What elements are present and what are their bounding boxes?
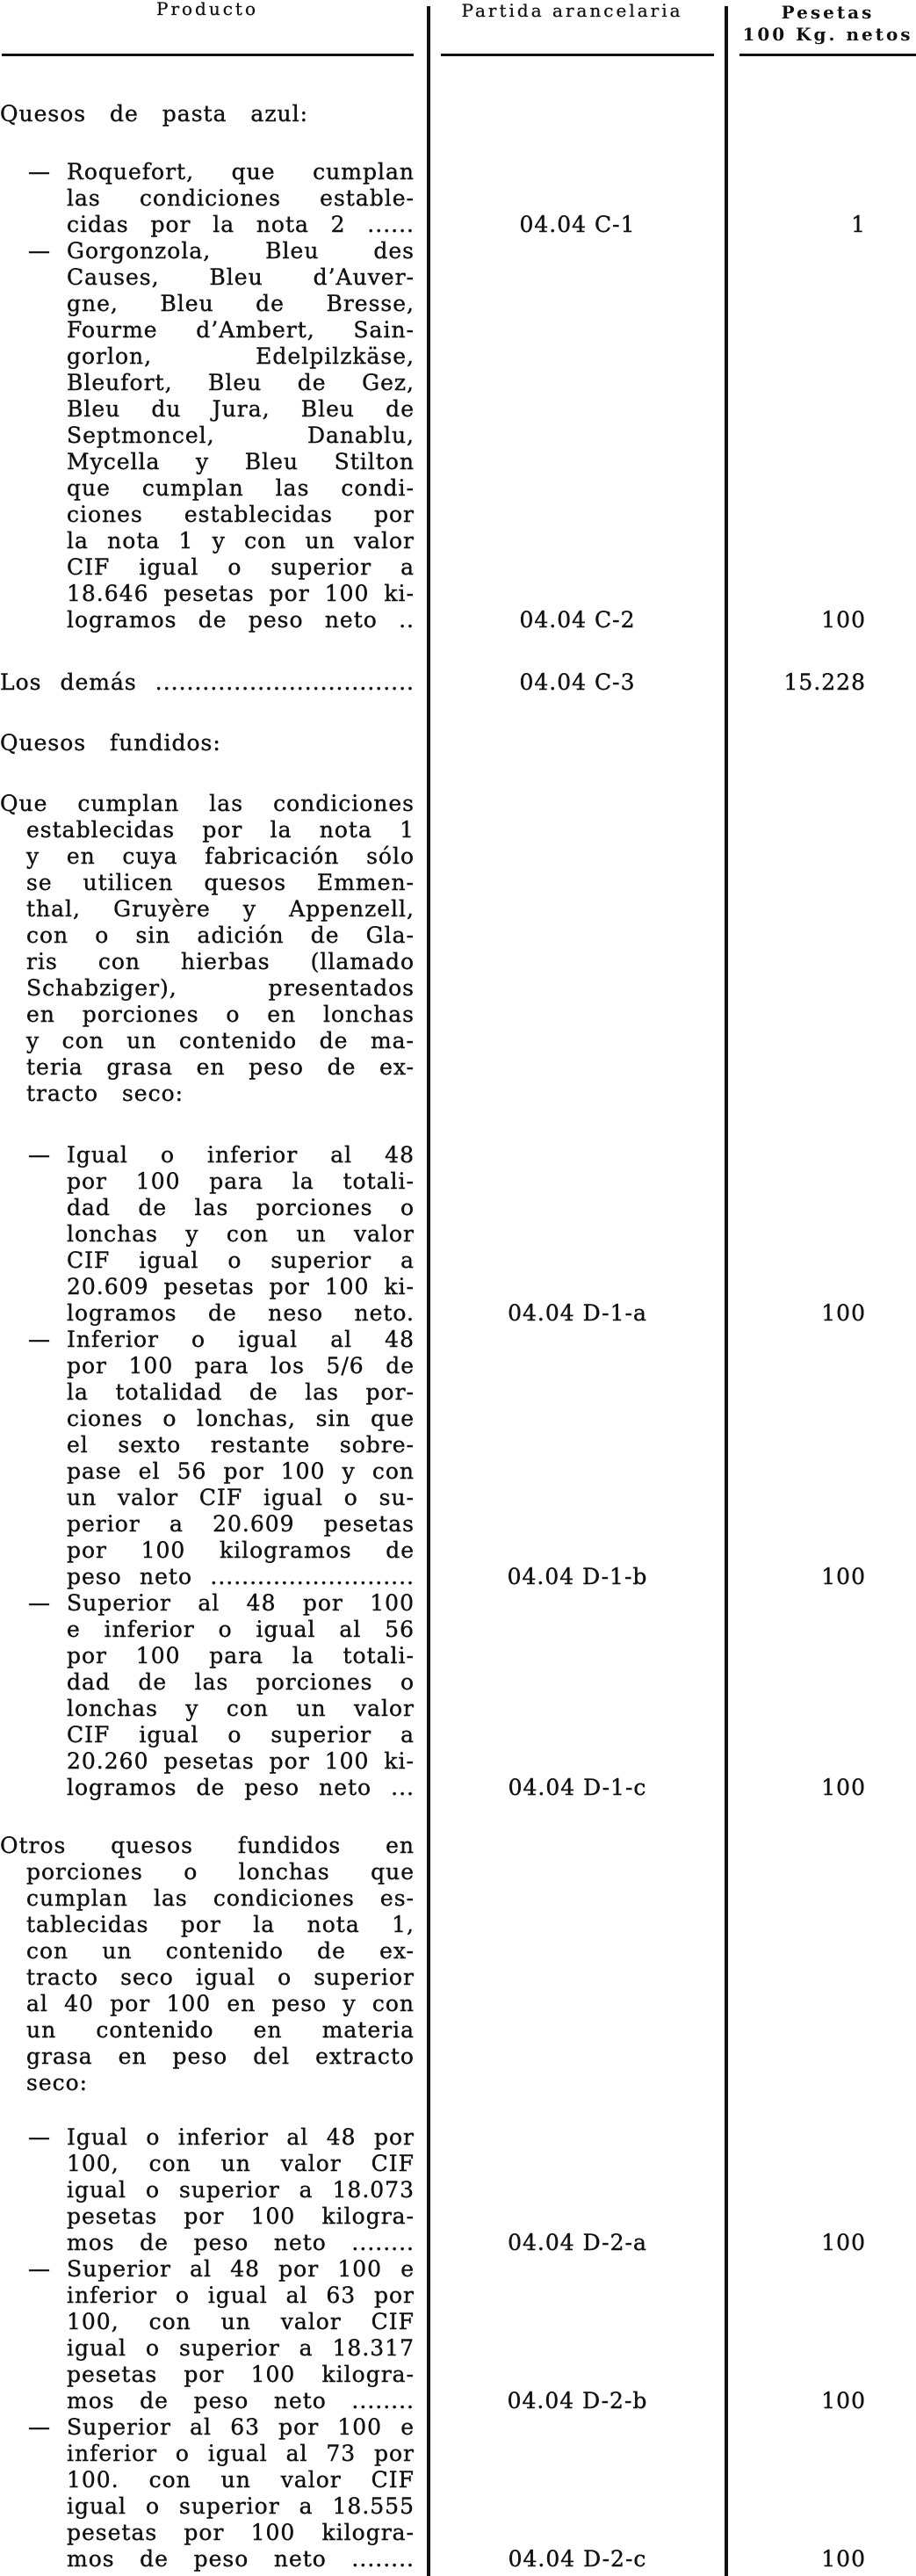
partida-arancelaria: 04.04 C-2 bbox=[519, 607, 636, 633]
others-block bbox=[0, 669, 916, 696]
text-line: con o sin adición de Gla- bbox=[26, 923, 415, 948]
header-rule-partida bbox=[441, 54, 714, 56]
other-processed-items bbox=[0, 2124, 916, 2572]
section-title: Quesos fundidos: bbox=[0, 730, 221, 756]
text-line: un contenido en materia bbox=[26, 2017, 415, 2043]
text-line: pesetas por 100 kilogra- bbox=[67, 2362, 415, 2387]
tariff-item-d-1-b bbox=[0, 1327, 916, 1590]
text-line: tracto seco igual o superior bbox=[26, 1965, 415, 1990]
pesetas-value: 100 bbox=[821, 2230, 866, 2255]
text-line: inferior o igual al 73 por bbox=[67, 2441, 415, 2466]
partida-arancelaria: 04.04 D-1-a bbox=[508, 1300, 647, 1326]
pesetas-value: 100 bbox=[821, 1564, 866, 1589]
text-line: Causes, Bleu d’Auver- bbox=[67, 264, 415, 290]
text-line: 18.646 pesetas por 100 ki- bbox=[67, 581, 415, 606]
text-line: pesetas por 100 kilogra- bbox=[67, 2203, 415, 2229]
text-line: al 40 por 100 en peso y con bbox=[26, 1991, 415, 2016]
dash-bullet-icon: — bbox=[28, 238, 50, 264]
text-line: por 100 para la totali- bbox=[67, 1169, 415, 1194]
text-line: establecidas por la nota 1 bbox=[26, 817, 415, 843]
text-line: el sexto restante sobre- bbox=[67, 1432, 415, 1458]
text-line: que cumplan las condi- bbox=[67, 475, 415, 501]
text-line: CIF igual o superior a bbox=[67, 1248, 415, 1273]
text-line: Otros quesos fundidos en bbox=[0, 1833, 415, 1858]
text-line: igual o superior a 18.555 bbox=[67, 2493, 415, 2519]
dash-bullet-icon: — bbox=[28, 1327, 50, 1352]
text-line: Superior al 48 por 100 bbox=[67, 1590, 415, 1616]
pesetas-value: 100 bbox=[821, 607, 866, 633]
partida-arancelaria: 04.04 D-2-b bbox=[507, 2388, 648, 2413]
text-line: pesetas por 100 kilogra- bbox=[67, 2520, 415, 2545]
text-line: Septmoncel, Danablu, bbox=[67, 423, 415, 448]
pesetas-value: 1 bbox=[851, 212, 866, 237]
text-line: Superior al 48 por 100 e bbox=[67, 2256, 415, 2282]
tariff-item-los-demas bbox=[0, 669, 916, 696]
partida-arancelaria: 04.04 D-2-c bbox=[508, 2546, 647, 2572]
text-line: logramos de peso neto ... bbox=[67, 1775, 415, 1800]
tariff-item-roquefort bbox=[0, 159, 916, 238]
text-line: un valor CIF igual o su- bbox=[67, 1485, 415, 1510]
text-line: thal, Gruyère y Appenzell, bbox=[26, 896, 415, 922]
processed-items bbox=[0, 1142, 916, 1801]
text-line: gorlon, Edelpilzkäse, bbox=[67, 344, 415, 369]
pesetas-value: 100 bbox=[821, 2546, 866, 2572]
text-line: la totalidad de las por- bbox=[67, 1379, 415, 1405]
text-line: Schabziger), presentados bbox=[26, 975, 415, 1001]
text-line: igual o superior a 18.317 bbox=[67, 2335, 415, 2361]
text-line: Inferior o igual al 48 bbox=[67, 1327, 415, 1352]
text-line: y en cuya fabricación sólo bbox=[26, 843, 415, 869]
column-header-pesetas bbox=[739, 2, 916, 46]
text-line: Superior al 63 por 100 e bbox=[67, 2414, 415, 2440]
tariff-item-d-1-c bbox=[0, 1590, 916, 1801]
column-header-producto: Producto bbox=[155, 0, 259, 19]
text-line: inferior o igual al 63 por bbox=[67, 2283, 415, 2308]
text-line: 20.609 pesetas por 100 ki- bbox=[67, 1274, 415, 1299]
partida-arancelaria: 04.04 C-3 bbox=[519, 669, 636, 695]
other-processed-intro-paragraph bbox=[0, 1833, 916, 2096]
text-line: 100. con un valor CIF bbox=[67, 2467, 415, 2493]
text-line: 100, con un valor CIF bbox=[67, 2309, 415, 2334]
text-line: Que cumplan las condiciones bbox=[0, 791, 415, 816]
tariff-item-d-2-b bbox=[0, 2256, 916, 2414]
text-line: lonchas y con un valor bbox=[67, 1696, 415, 1721]
text-line: e inferior o igual al 56 bbox=[67, 1617, 415, 1642]
text-line: con un contenido de ex- bbox=[26, 1938, 415, 1964]
text-line: Gorgonzola, Bleu des bbox=[67, 238, 415, 264]
text-line: las condiciones estable- bbox=[67, 185, 415, 211]
text-line: igual o superior a 18.073 bbox=[67, 2177, 415, 2203]
text-line: dad de las porciones o bbox=[67, 1669, 415, 1695]
text-line: mos de peso neto ........ bbox=[67, 2546, 415, 2572]
text-line: Bleufort, Bleu de Gez, bbox=[67, 370, 415, 395]
text-line: perior a 20.609 pesetas bbox=[67, 1511, 415, 1537]
text-line: tablecidas por la nota 1, bbox=[26, 1912, 415, 1937]
column-header-pesetas-line1: Pesetas bbox=[781, 2, 875, 23]
text-line: pase el 56 por 100 y con bbox=[67, 1458, 415, 1484]
text-line: Los demás ................................. bbox=[0, 669, 415, 695]
partida-arancelaria: 04.04 D-2-a bbox=[508, 2230, 647, 2255]
header-rule-producto bbox=[2, 54, 414, 56]
text-line: CIF igual o superior a bbox=[67, 1722, 415, 1747]
text-line: Bleu du Jura, Bleu de bbox=[67, 396, 415, 422]
text-line: logramos de neso neto. bbox=[67, 1300, 415, 1326]
tariff-item-d-1-a bbox=[0, 1142, 916, 1327]
text-line: teria grasa en peso de ex- bbox=[26, 1054, 415, 1080]
text-line: dad de las porciones o bbox=[67, 1195, 415, 1220]
text-line: peso neto .......................... bbox=[67, 1564, 415, 1589]
partida-arancelaria: 04.04 C-1 bbox=[519, 212, 636, 237]
text-line: por 100 para la totali- bbox=[67, 1643, 415, 1668]
text-line: Igual o inferior al 48 bbox=[67, 1142, 415, 1168]
dash-bullet-icon: — bbox=[28, 2256, 50, 2282]
text-line: se utilicen quesos Emmen- bbox=[26, 870, 415, 895]
text-line: por 100 para los 5/6 de bbox=[67, 1353, 415, 1378]
dash-bullet-icon: — bbox=[28, 1590, 50, 1616]
text-line: y con un contenido de ma- bbox=[26, 1028, 415, 1053]
section-title-processed-block bbox=[0, 730, 916, 756]
text-line: grasa en peso del extracto bbox=[26, 2044, 415, 2069]
tariff-item-gorgonzola bbox=[0, 238, 916, 633]
text-line: Fourme d’Ambert, Sain- bbox=[67, 317, 415, 343]
text-line: 100, con un valor CIF bbox=[67, 2151, 415, 2176]
text-line: ciones o lonchas, sin que bbox=[67, 1406, 415, 1431]
text-line: cumplan las condiciones es- bbox=[26, 1885, 415, 1911]
text-line: Igual o inferior al 48 por bbox=[67, 2124, 415, 2150]
partida-arancelaria: 04.04 D-1-b bbox=[507, 1564, 648, 1589]
blue-cheese-items bbox=[0, 159, 916, 633]
pesetas-value: 100 bbox=[821, 2388, 866, 2413]
pesetas-value: 100 bbox=[821, 1775, 866, 1800]
text-line: CIF igual o superior a bbox=[67, 554, 415, 580]
pesetas-value: 15.228 bbox=[783, 669, 866, 695]
text-line: mos de peso neto ........ bbox=[67, 2230, 415, 2255]
text-line: 20.260 pesetas por 100 ki- bbox=[67, 1748, 415, 1774]
section-title: Quesos de pasta azul: bbox=[0, 101, 309, 127]
processed-intro-paragraph bbox=[0, 791, 916, 1107]
dash-bullet-icon: — bbox=[28, 2414, 50, 2440]
text-line: por 100 kilogramos de bbox=[67, 1538, 415, 1563]
text-line: Roquefort, que cumplan bbox=[67, 159, 415, 185]
column-header-partida: Partida arancelaria bbox=[461, 0, 683, 21]
text-line: gne, Bleu de Bresse, bbox=[67, 291, 415, 316]
text-line: lonchas y con un valor bbox=[67, 1221, 415, 1247]
dash-bullet-icon: — bbox=[28, 2124, 50, 2150]
header-rule-pesetas bbox=[739, 54, 916, 56]
text-line: seco: bbox=[26, 2070, 89, 2095]
text-line: porciones o lonchas que bbox=[26, 1859, 415, 1885]
text-line: tracto seco: bbox=[26, 1081, 184, 1106]
column-header-pesetas-line2: 100 Kg. netos bbox=[742, 24, 913, 45]
text-line: cidas por la nota 2 ...... bbox=[67, 212, 415, 237]
text-line: logramos de peso neto .. bbox=[67, 607, 415, 633]
partida-arancelaria: 04.04 D-1-c bbox=[508, 1775, 647, 1800]
text-line: en porciones o en lonchas bbox=[26, 1002, 415, 1027]
tariff-item-d-2-a bbox=[0, 2124, 916, 2256]
dash-bullet-icon: — bbox=[28, 159, 50, 185]
text-line: ciones establecidas por bbox=[67, 502, 415, 527]
dash-bullet-icon: — bbox=[28, 1142, 50, 1168]
text-line: mos de peso neto ........ bbox=[67, 2388, 415, 2413]
tariff-item-d-2-c bbox=[0, 2414, 916, 2572]
text-line: ris con hierbas (llamado bbox=[26, 949, 415, 974]
section-title-blue-cheese-block bbox=[0, 101, 916, 127]
text-line: Mycella y Bleu Stilton bbox=[67, 449, 415, 474]
pesetas-value: 100 bbox=[821, 1300, 866, 1326]
text-line: la nota 1 y con un valor bbox=[67, 528, 415, 554]
